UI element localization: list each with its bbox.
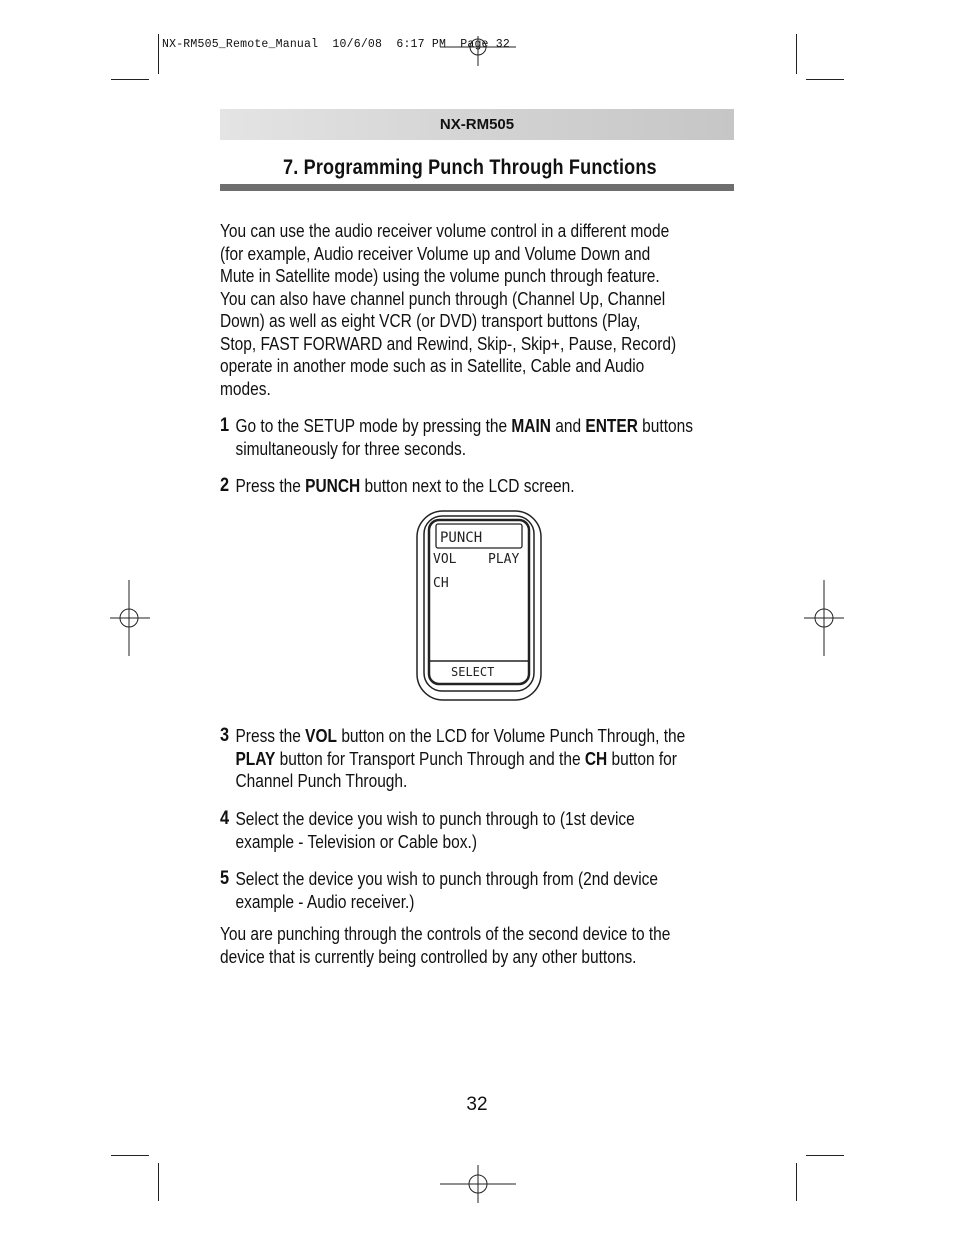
registration-mark-top [440, 36, 516, 66]
lcd-select-label: SELECT [451, 665, 495, 679]
step-line: PLAY button for Transport Punch Through and the CH button for [235, 748, 677, 769]
step-number: 1 [220, 415, 230, 436]
step-number: 3 [220, 725, 230, 746]
lcd-title: PUNCH [440, 530, 483, 546]
title-underline [220, 184, 734, 191]
model-header-bar [220, 109, 734, 140]
intro-line: (for example, Audio receiver Volume up and Volume Down and [220, 243, 651, 264]
intro-line: You can use the audio receiver volume control in a different mode [220, 221, 670, 241]
closing-line: device that is currently being controlled by any other buttons. [220, 946, 637, 967]
lcd-vol-label: VOL [433, 552, 457, 567]
closing-line: You are punching through the controls of the second device to the [220, 924, 671, 944]
step-line: example - Audio receiver.) [235, 891, 415, 912]
lcd-screen-illustration [416, 510, 542, 701]
lcd-play-label: PLAY [488, 552, 520, 567]
step-line: Press the PUNCH button next to the LCD screen. [235, 476, 575, 496]
lcd-ch-label: CH [433, 576, 449, 591]
step-line: example - Television or Cable box.) [235, 831, 477, 852]
step-number: 5 [220, 868, 230, 889]
step-number: 2 [220, 475, 230, 496]
intro-line: modes. [220, 378, 271, 399]
intro-line: Stop, FAST FORWARD and Rewind, Skip-, Skip+, Pause, Record) [220, 333, 677, 354]
intro-paragraph [220, 220, 676, 400]
step-line: Press the VOL button on the LCD for Volume Punch Through, the [235, 726, 686, 746]
page-number: 32 [466, 1094, 488, 1115]
step-line: Select the device you wish to punch through to (1st device [235, 809, 635, 829]
step-line: Channel Punch Through. [235, 771, 408, 791]
intro-line: You can also have channel punch through (Channel Up, Channel [220, 288, 666, 309]
registration-mark-right [804, 580, 844, 656]
registration-mark-left [110, 580, 150, 656]
step-number: 4 [220, 808, 230, 829]
intro-line: Down) as well as eight VCR (or DVD) transport buttons (Play, [220, 311, 641, 331]
step-line: Select the device you wish to punch through from (2nd device [235, 869, 658, 889]
section-title: 7. Programming Punch Through Functions [283, 156, 657, 179]
registration-mark-bottom [440, 1165, 516, 1203]
intro-line: operate in another mode such as in Satellite, Cable and Audio [220, 356, 645, 376]
step-line: Go to the SETUP mode by pressing the MAIN and ENTER buttons [235, 416, 693, 436]
closing-paragraph [220, 923, 670, 968]
step-line: simultaneously for three seconds. [235, 438, 467, 459]
printer-slug: NX-RM505_Remote_Manual 10/6/08 6:17 PM Page 32 [162, 38, 510, 51]
intro-line: Mute in Satellite mode) using the volume punch through feature. [220, 266, 660, 286]
model-name: NX-RM505 [439, 116, 515, 133]
